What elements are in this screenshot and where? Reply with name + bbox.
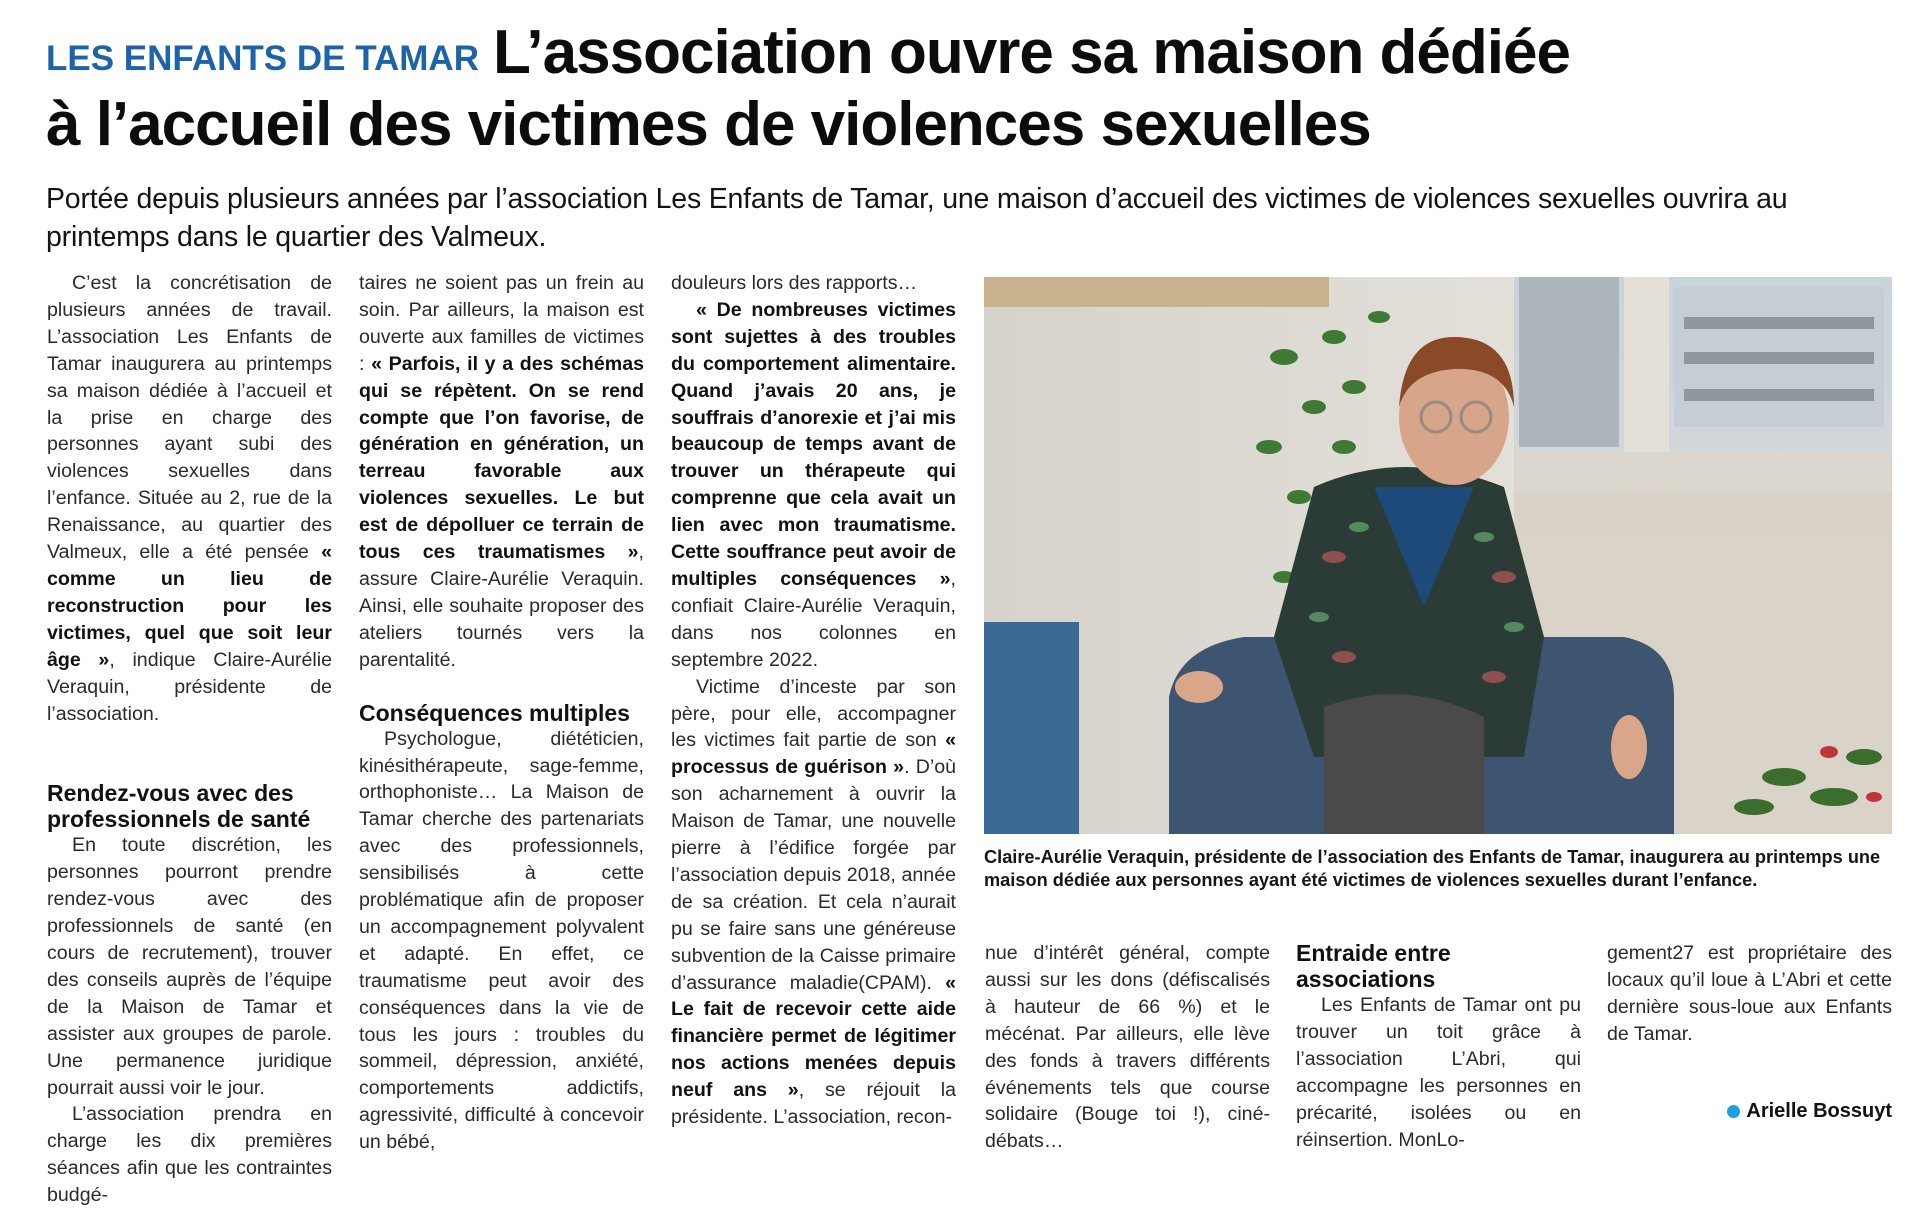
paragraph [359,270,644,674]
paragraph: L’association prendra en charge les dix premières séances afin que les contraintes budgé- [47,1103,332,1207]
body-text: , confiait Claire-Aurélie Veraquin, dans nos colonnes en septembre 2022. [671,567,956,671]
body-text: , se réjouit la présidente. L’association, recon- [671,1079,956,1129]
headline [46,20,1886,158]
subheading: Entraide entre associations [1296,940,1451,992]
column-4 [985,940,1270,1155]
column-6 [1607,940,1892,1048]
paragraph: Les Enfants de Tamar ont pu trouver un toit grâce à l’association L’Abri, qui accompagne les personnes en précarité, isolées ou en réinsertion. MonLo- [1296,994,1581,1151]
headline-line-2: à l’accueil des victimes de violences sexuelles [46,90,1371,159]
body-text: taires ne soient pas un frein au soin. Par ailleurs, la maison est ouverte aux familles de victimes : [359,272,644,375]
quote: « Parfois, il y a des schémas qui se répètent. On se rend compte que l’on favorise, de génération en génération, un terreau favorable aux violences sexuelles. Le but est de dépolluer ce terrain de tous ces traumatismes » [359,352,645,564]
column-1 [47,270,332,1209]
byline [1727,1100,1892,1123]
column-5 [1296,940,1581,1153]
section-kicker: LES ENFANTS DE TAMAR [46,39,479,78]
column-2 [359,270,644,1156]
quote: « processus de guérison » [671,729,956,779]
bullet-dot-icon [1727,1105,1740,1118]
paragraph: gement27 est propriétaire des locaux qu’il loue à L’Abri et cette dernière sous-loue aux Enfants de Tamar. [1607,942,1892,1045]
paragraph [47,270,332,727]
quote: « Le fait de recevoir cette aide financière permet de légitimer nos actions menées depuis neuf ans » [671,971,956,1102]
paragraph: En toute discrétion, les personnes pourront prendre rendez-vous avec des professionnels de santé (en cours de recrutement), trouver des conseils auprès de l’équipe de la Maison de Tamar et assister aux groupes de parole. Une permanence juridique pourrait aussi voir le jour. [47,834,332,1099]
photo-caption: Claire-Aurélie Veraquin, présidente de l’association des Enfants de Tamar, inaugurera au printemps une maison dédiée aux personnes ayant été victimes de violences sexuelles durant l’enfance. [984,847,1881,890]
paragraph: nue d’intérêt général, compte aussi sur les dons (défiscalisés à hauteur de 66 %) et le mécénat. Par ailleurs, elle lève des fonds à travers différents événements tels que course solidaire (Bouge toi !), ciné-débats… [985,942,1270,1153]
body-text: C’est la concrétisation de plusieurs années de travail. L’association Les Enfants de Tamar inaugurera au printemps sa maison dédiée à l’accueil et la prise en charge des personnes ayant subi des violences sexuelles dans l’enfance. Située au 2, rue de la Renaissance, au quartier des Valmeux, elle a été pensée [47,272,332,564]
article-photo [984,277,1892,834]
headline-line-1: L’association ouvre sa maison dédiée [492,18,1570,87]
paragraph [671,674,956,1131]
paragraph: douleurs lors des rapports… [671,272,918,294]
column-3 [671,270,956,1131]
body-text: , indique Claire-Aurélie Veraquin, présidente de l’association. [47,648,332,725]
quote: « De nombreuses victimes sont sujettes à des troubles du comportement alimentaire. Quand j’avais 20 ans, je souffrais d’anorexie et j’ai mis beaucoup de temps avant de trouver un thérapeute qui comprenne que cela avait un lien avec mon traumatisme. Cette souffrance peut avoir de multiples conséquences » [671,298,956,590]
paragraph [671,297,956,674]
quote: « comme un lieu de reconstruction pour les victimes, quel que soit leur âge » [47,541,332,671]
subheading: Conséquences multiples [359,699,630,726]
standfirst: Portée depuis plusieurs années par l’association Les Enfants de Tamar, une maison d’accueil des victimes de violences sexuelles ouvrira au printemps dans le quartier des Valmeux. [46,183,1788,253]
body-text: Victime d’inceste par son père, pour elle, accompagner les victimes fait partie de son [671,675,956,752]
paragraph: Psychologue, diététicien, kinésithérapeute, sage-femme, orthophoniste… La Maison de Tamar cherche des partenariats avec des professionnels, sensibilisés à cette problématique afin de proposer un accompagnement polyvalent et adapté. En effet, ce traumatisme peut avoir des conséquences dans la vie de tous les jours : troubles du sommeil, dépression, anxiété, comportements addictifs, agressivité, difficulté à concevoir un bébé, [359,727,644,1154]
body-text: , assure Claire-Aurélie Veraquin. Ainsi, elle souhaite proposer des ateliers tournés vers la parentalité. [359,541,644,671]
subheading: Rendez-vous avec des professionnels de santé [47,780,311,833]
body-text: . D’où son acharnement à ouvrir la Maison de Tamar, une nouvelle pierre à l’édifice forgée par l’association depuis 2018, année de sa création. Et cela n’aurait pu se faire sans une généreuse subvention de la Caisse primaire d’assurance maladie(CPAM). [671,756,957,994]
author-name: Arielle Bossuyt [1746,1100,1892,1122]
portrait-illustration [984,277,1892,834]
